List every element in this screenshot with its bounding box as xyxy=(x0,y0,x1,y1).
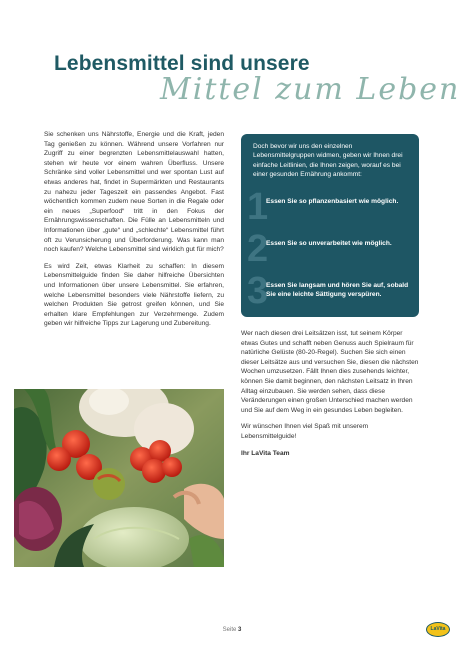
lavita-logo: LaVita xyxy=(426,622,450,637)
guideline-number: 3 xyxy=(247,269,269,312)
guideline-number: 1 xyxy=(247,185,269,228)
intro-text-column xyxy=(44,130,224,336)
page-label: Seite xyxy=(222,627,237,633)
guideline-item xyxy=(247,185,407,228)
signature: Ihr LaVita Team xyxy=(241,449,290,457)
guideline-text: Essen Sie langsam und hören Sie auf, sobald Sie eine leichte Sättigung verspüren. xyxy=(266,281,409,299)
vegetables-illustration xyxy=(14,389,224,567)
guidelines-intro: Doch bevor wir uns den einzelnen Lebensmittelgruppen widmen, geben wir Ihnen drei einfache Leitlinien, die Ihnen zeigen, worauf es bei einer gesunden Ernährung ankommt: xyxy=(253,143,403,179)
guideline-number: 2 xyxy=(247,227,269,270)
page-number-value: 3 xyxy=(238,627,242,633)
vegetables-photo xyxy=(14,389,224,567)
script-subtitle: Mittel zum Leben xyxy=(160,72,461,107)
guidelines-box xyxy=(241,134,419,317)
guideline-text: Essen Sie so pflanzenbasiert wie möglich. xyxy=(266,197,399,205)
guide-paragraph: Es wird Zeit, etwas Klarheit zu schaffen: In diesem Lebensmittelguide finden Sie daher hilfreiche Übersichten und Informationen über unsere Lebensmittel. Sie erfahren, welche Lebensmittel besonders viele Nährstoffe liefern, zu welchen Produkten Sie getrost greifen können, und Sie erhalten klare Empfehlungen zur Verzehrmenge. Zudem geben wir hilfreiche Tipps zur Lagerung und Zubereitung. xyxy=(44,262,224,328)
page-title: Lebensmittel sind unsere xyxy=(54,52,310,75)
intro-paragraph: Sie schenken uns Nährstoffe, Energie und die Kraft, jeden Tag genießen zu können. Während unsere Vorfahren nur Zugriff zu einer begrenzten Lebensmittelauswahl hatten, stehen wir heute vor einem wahren Überfluss. Unsere Schränke sind voller Lebensmittel und wer spontan Lust auf etwas anderes hat, findet in Supermärkten und Restaurants zu nahezu jeder Tageszeit ein passendes Angebot. Fast wöchentlich kommen zudem neue Sorten in die Regale oder ein neues „Superfood“ tritt in den Fokus der Ernährungswissenschaften. Die Fülle an Lebensmitteln und Informationen über „gute“ und „schlechte“ Lebensmittel führt oft zu Verunsicherung und Überforderung. Was kann man noch kaufen? Welche Lebensmittel sind wirklich gut für mich? xyxy=(44,131,224,254)
guideline-text: Essen Sie so unverarbeitet wie möglich. xyxy=(266,239,392,247)
closing-text-column xyxy=(241,329,421,465)
closing-paragraph: Wer nach diesen drei Leitsätzen isst, tut seinem Körper etwas Gutes und schafft neben Genuss auch Spielraum für natürliche Gelüste (80-20-Regel). Suchen Sie sich einen dieser Leitsätze aus und versuchen Sie, diesen die nächsten Wochen umzusetzen. Fällt Ihnen dies zusehends leichter, können Sie damit beginnen, den nächsten Leitsatz in Ihren Alltag einzubauen. Sie werden sehen, dass diese Veränderungen einen großen Unterschied machen werden und Sie auf dem Weg in ein gesundes Leben begleiten. xyxy=(241,330,419,414)
guideline-item xyxy=(247,227,407,270)
photo-credit: © iStock.com/Drazen Zigic xyxy=(4,498,9,552)
page-number xyxy=(0,627,464,633)
wishes-paragraph: Wir wünschen Ihnen viel Spaß mit unserem Lebensmittelguide! xyxy=(241,423,369,440)
guideline-item xyxy=(247,269,409,312)
